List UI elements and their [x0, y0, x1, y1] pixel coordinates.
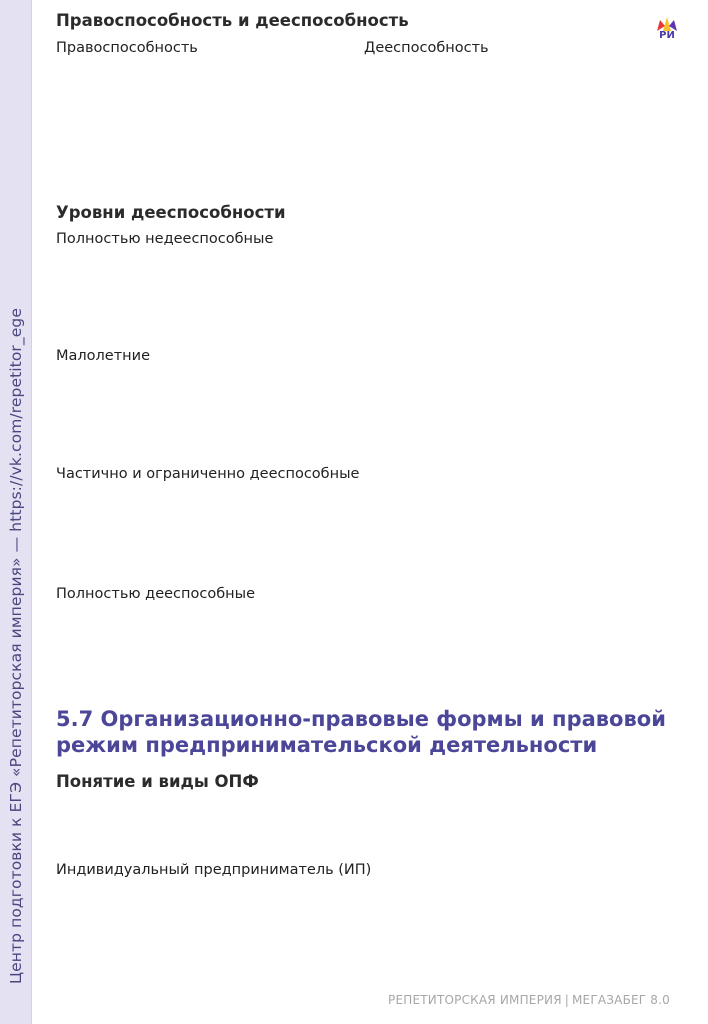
heading-opf: Понятие и виды ОПФ — [56, 772, 259, 791]
left-sidebar-strip — [0, 0, 32, 1024]
footer — [388, 993, 670, 1007]
footer-left-text: РЕПЕТИТОРСКАЯ ИМПЕРИЯ — [388, 993, 562, 1007]
section-title: 5.7 Организационно-правовые формы и правовой режим предпринимательской деятельности — [56, 707, 666, 757]
opf-item-1: Индивидуальный предприниматель (ИП) — [56, 862, 372, 878]
logo — [652, 14, 682, 46]
footer-separator: | — [564, 993, 569, 1007]
heading-legal-capacity: Правоспособность и дееспособность — [56, 11, 409, 30]
level-item-4: Полностью дееспособные — [56, 586, 255, 602]
level-item-1: Полностью недееспособные — [56, 231, 274, 247]
column-label-left: Правоспособность — [56, 40, 198, 56]
column-label-right: Дееспособность — [364, 40, 489, 56]
footer-right-text: МЕГАЗАБЕГ 8.0 — [572, 993, 670, 1007]
logo-letters: РИ — [659, 30, 675, 41]
level-item-2: Малолетние — [56, 348, 150, 364]
sidebar-vertical-text: Центр подготовки к ЕГЭ «Репетиторская империя» — https://vk.com/repetitor_ege — [7, 308, 25, 984]
level-item-3: Частично и ограниченно дееспособные — [56, 466, 360, 482]
heading-capacity-levels: Уровни дееспособности — [56, 203, 286, 222]
